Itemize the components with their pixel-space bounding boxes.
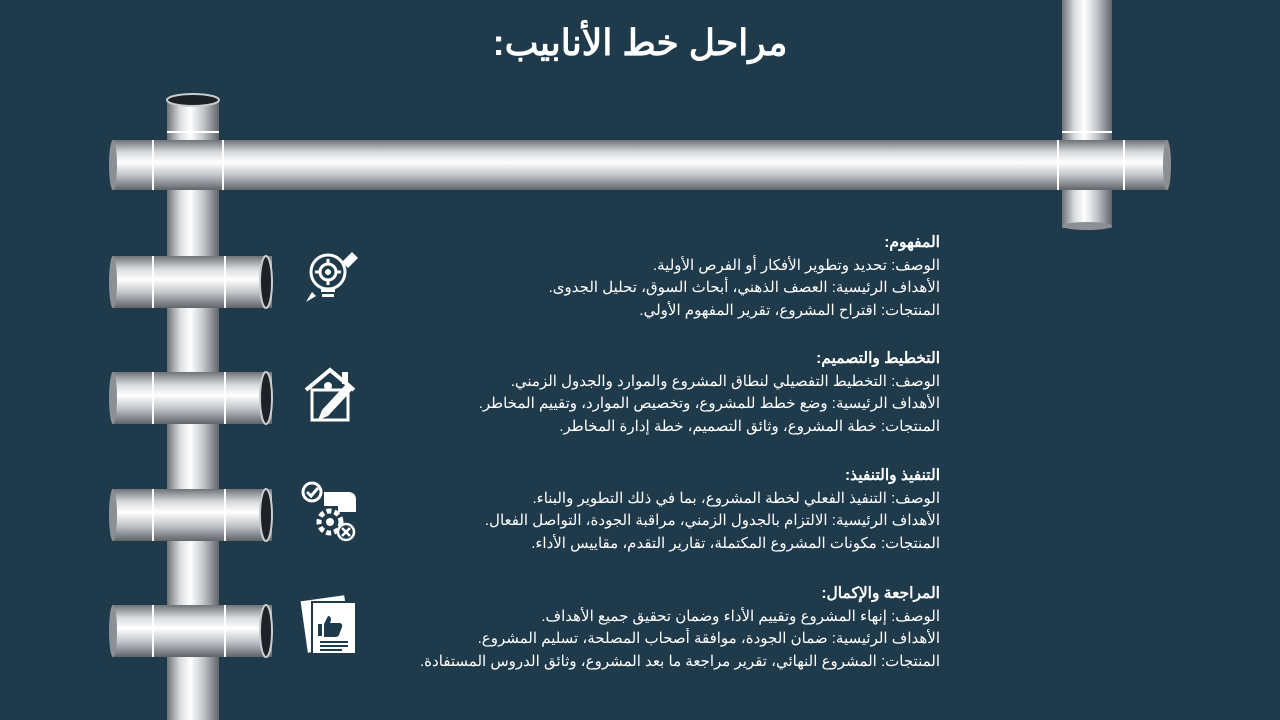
stage-title: التنفيذ والتنفيذ: — [844, 467, 940, 484]
stage-goals: الأهداف الرئيسية: ضمان الجودة، موافقة أصحاب المصلحة، تسليم المشروع. — [477, 630, 940, 647]
stage-title: المراجعة والإكمال: — [821, 585, 940, 602]
stage-goals: الأهداف الرئيسية: العصف الذهني، أبحاث السوق، تحليل الجدوى. — [548, 279, 940, 296]
stage-goals: الأهداف الرئيسية: الالتزام بالجدول الزمني، مراقبة الجودة، التواصل الفعال. — [484, 512, 940, 529]
pipe-branch-3 — [109, 489, 272, 541]
stage-planning-design — [380, 348, 940, 438]
stage-products: المنتجات: اقتراح المشروع، تقرير المفهوم الأولي. — [639, 301, 940, 319]
stage-products: المنتجات: خطة المشروع، وثائق التصميم، خطة إدارة المخاطر. — [559, 417, 940, 435]
pipe-branch-1 — [109, 256, 272, 308]
pipe-top-horizontal — [112, 140, 1168, 190]
stage-title: المفهوم: — [884, 234, 940, 251]
stage-review-completion — [380, 583, 940, 673]
pipe-right-end — [1062, 222, 1112, 230]
stage-title: التخطيط والتصميم: — [816, 350, 940, 367]
pipe-branch-4 — [109, 605, 272, 657]
stage-concept — [380, 232, 940, 322]
house-pencil-design-icon — [298, 362, 362, 426]
slide-title: مراحل خط الأنابيب: — [492, 22, 788, 63]
stage-execution — [380, 465, 940, 555]
stage-description: الوصف: إنهاء المشروع وتقييم الأداء وضمان تحقيق جميع الأهداف. — [541, 607, 940, 625]
pipe-top-right-end — [1163, 140, 1171, 190]
hand-gear-execution-icon — [298, 478, 362, 542]
stage-products: المنتجات: المشروع النهائي، تقرير مراجعة ما بعد المشروع، وثائق الدروس المستفادة. — [420, 652, 940, 670]
stage-description: الوصف: تحديد وتطوير الأفكار أو الفرص الأولية. — [652, 256, 940, 274]
stage-products: المنتجات: مكونات المشروع المكتملة، تقارير التقدم، مقاييس الأداء. — [531, 534, 940, 552]
pipe-branch-2 — [109, 372, 272, 424]
pipe-right-vertical — [1062, 0, 1112, 228]
stage-description: الوصف: التنفيذ الفعلي لخطة المشروع، بما في ذلك التطوير والبناء. — [532, 489, 940, 507]
stage-goals: الأهداف الرئيسية: وضع خطط للمشروع، وتخصيص الموارد، وتقييم المخاطر. — [478, 395, 940, 412]
pipe-top-left-end — [109, 140, 117, 190]
lightbulb-gear-pencil-icon — [298, 246, 362, 310]
pipe-left-opening — [167, 94, 219, 106]
stage-description: الوصف: التخطيط التفصيلي لنطاق المشروع والموارد والجدول الزمني. — [510, 372, 940, 390]
thumbs-up-document-icon — [298, 594, 362, 658]
